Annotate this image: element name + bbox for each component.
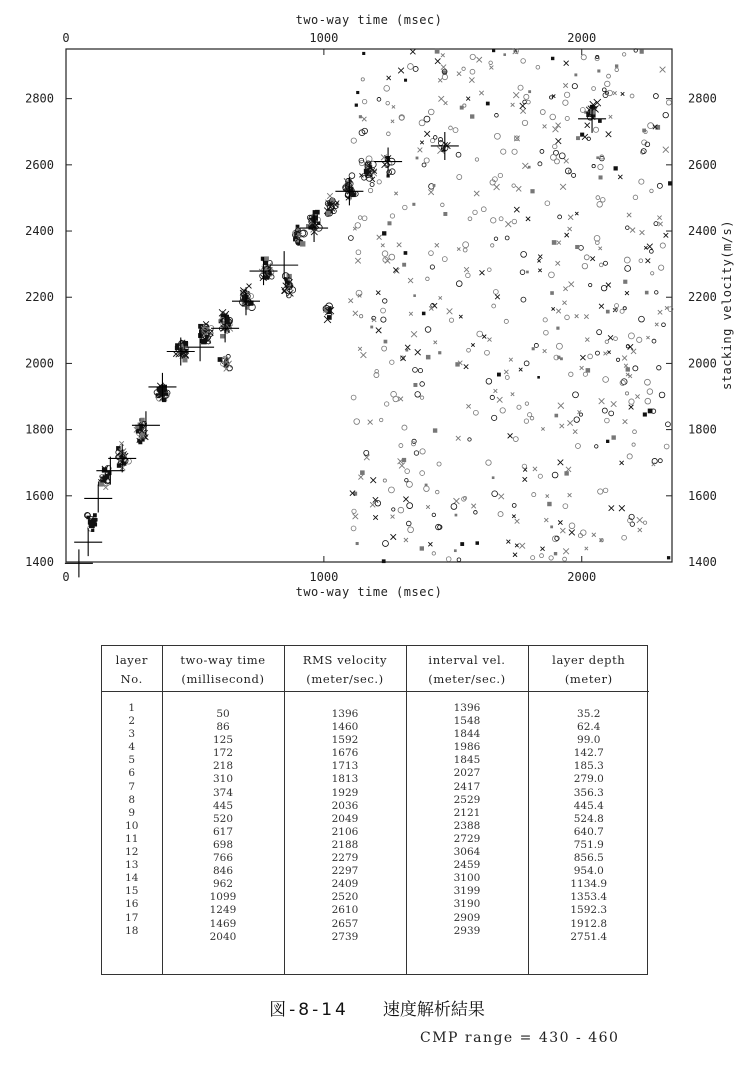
table-cell: 356.3 — [573, 786, 604, 799]
scatter-point — [554, 552, 557, 555]
scatter-point — [328, 310, 332, 314]
table-cell: 2909 — [453, 911, 481, 924]
y-tick-label-right: 1400 — [688, 555, 717, 569]
table-cell: 1929 — [331, 786, 359, 799]
header-layer-no: layer No. — [102, 646, 162, 692]
table-cell: 2121 — [453, 806, 481, 819]
scatter-point — [475, 541, 479, 545]
scatter-point — [606, 440, 609, 443]
table-cell: 99.0 — [577, 734, 601, 747]
header-two-way-time: two-way time (millisecond) — [162, 646, 284, 692]
table-cell: 1912.8 — [570, 917, 608, 930]
interval-vel-column — [408, 702, 527, 938]
table-cell: 1986 — [453, 741, 481, 754]
scatter-point — [220, 334, 224, 338]
y-tick-label-left: 2400 — [25, 224, 54, 239]
scatter-point — [460, 542, 464, 546]
header-layer-depth: layer depth (meter) — [528, 646, 649, 692]
scatter-point — [413, 383, 417, 387]
scatter-point — [105, 474, 110, 479]
table-cell: 698 — [212, 838, 234, 851]
table-cell: 2751.4 — [570, 930, 608, 943]
table-cell: 445.4 — [573, 799, 604, 812]
table-cell: 962 — [212, 878, 234, 891]
scatter-point — [300, 241, 305, 246]
table-cell: 3064 — [453, 846, 481, 859]
scatter-point — [667, 556, 670, 559]
scatter-point — [552, 240, 557, 245]
table-cell: 310 — [212, 773, 234, 786]
x-tick-label-top: 1000 — [309, 31, 339, 45]
table-cell: 9 — [128, 806, 136, 819]
table-cell: 2459 — [453, 859, 481, 872]
table-cell: 218 — [212, 760, 234, 773]
table-cell: 86 — [216, 721, 230, 734]
table-cell: 2729 — [453, 832, 481, 845]
y-tick-label-right: 1600 — [688, 488, 717, 503]
table-cell: 12 — [125, 846, 139, 859]
table-cell: 1 — [128, 702, 136, 714]
layer-depth-column — [530, 702, 649, 944]
scatter-point — [528, 166, 531, 169]
table-cell: 2739 — [331, 930, 359, 943]
table-cell: 1676 — [331, 747, 359, 760]
y-tick-label-left: 2800 — [25, 91, 54, 106]
scatter-point — [402, 458, 406, 462]
table-cell: 766 — [212, 852, 234, 865]
scatter-point — [404, 79, 407, 82]
scatter-point — [492, 476, 495, 479]
layer-table — [101, 645, 648, 975]
scatter-point — [626, 367, 630, 371]
scatter-point — [455, 362, 459, 366]
scatter-point — [597, 69, 600, 72]
table-cell: 1396 — [331, 708, 359, 720]
scatter-point — [317, 222, 321, 226]
scatter-point — [606, 310, 610, 314]
scatter-point — [455, 514, 458, 517]
table-cell: 2529 — [453, 793, 481, 806]
scatter-point — [225, 318, 230, 323]
table-cell: 2657 — [331, 917, 359, 930]
y-tick-label-right: 2000 — [688, 356, 717, 371]
x-axis-title-top: two-way time (msec) — [295, 13, 443, 27]
table-cell: 1134.9 — [570, 878, 608, 891]
scatter-point — [556, 327, 559, 330]
scatter-point — [326, 211, 331, 216]
scatter-point — [643, 412, 647, 416]
y-tick-label-right: 2600 — [688, 157, 717, 172]
table-cell: 35.2 — [577, 708, 601, 720]
table-cell: 3 — [128, 728, 136, 741]
y-tick-label-left: 1800 — [25, 422, 54, 437]
table-cell: 1469 — [209, 917, 237, 930]
scatter-point — [362, 52, 365, 55]
table-cell: 1396 — [453, 702, 481, 714]
scatter-point — [460, 106, 464, 110]
scatter-point — [426, 355, 431, 360]
table-cell: 50 — [216, 708, 230, 720]
x-tick-label-top: 0 — [62, 31, 70, 45]
table-cell: 2040 — [209, 930, 237, 943]
table-cell: 2939 — [453, 924, 481, 937]
x-axis-title-bottom: two-way time (msec) — [295, 585, 443, 599]
scatter-point — [532, 347, 535, 350]
table-cell: 10 — [125, 819, 139, 832]
scatter-point — [470, 114, 474, 118]
table-cell: 11 — [125, 832, 139, 845]
table-cell: 640.7 — [573, 825, 604, 838]
scatter-point — [530, 189, 534, 193]
scatter-point — [264, 256, 269, 261]
scatter-point — [355, 104, 358, 107]
scatter-point — [611, 435, 615, 439]
table-cell: 15 — [125, 885, 139, 898]
scatter-point — [382, 231, 386, 235]
scatter-point — [404, 251, 408, 255]
y-tick-label-left: 2200 — [25, 290, 54, 305]
figure-title: 速度解析結果 — [382, 1000, 485, 1020]
table-cell: 1592 — [331, 734, 359, 747]
x-tick-label-bottom: 1000 — [309, 570, 339, 584]
scatter-point — [443, 212, 447, 216]
table-cell: 16 — [125, 898, 139, 911]
scatter-point — [387, 221, 391, 225]
table-cell: 6 — [128, 767, 136, 780]
plot-frame — [66, 49, 672, 562]
table-cell: 1548 — [453, 715, 481, 728]
cmp-range: CMP range = 430 - 460 — [420, 1030, 620, 1046]
scatter-point — [384, 340, 388, 344]
table-cell: 1460 — [331, 721, 359, 734]
table-cell: 1845 — [453, 754, 481, 767]
scatter-point — [412, 203, 415, 206]
scatter-point — [586, 368, 590, 372]
scatter-point — [356, 91, 359, 94]
scatter-point — [526, 271, 529, 274]
scatter-point — [555, 414, 559, 418]
scatter-point — [356, 542, 359, 545]
table-cell: 374 — [212, 786, 234, 799]
scatter-point — [364, 169, 370, 175]
scatter-point — [547, 502, 551, 506]
y-tick-label-left: 2000 — [25, 356, 54, 371]
table-cell: 617 — [212, 825, 234, 838]
y-tick-label-left: 2600 — [25, 157, 54, 172]
table-cell: 1844 — [453, 728, 481, 741]
header-rms-velocity: RMS velocity (meter/sec.) — [284, 646, 406, 692]
table-cell: 2106 — [331, 825, 359, 838]
scatter-point — [596, 156, 599, 159]
table-cell: 445 — [212, 799, 234, 812]
scatter-point — [550, 291, 554, 295]
scatter-point — [575, 245, 579, 249]
header-interval-vel: interval vel. (meter/sec.) — [406, 646, 528, 692]
scatter-point — [327, 315, 332, 320]
scatter-point — [422, 312, 426, 316]
table-cell: 3190 — [453, 898, 481, 911]
scatter-point — [382, 559, 386, 563]
table-cell: 18 — [125, 924, 139, 937]
x-tick-label-bottom: 0 — [62, 570, 70, 584]
table-cell: 2409 — [331, 878, 359, 891]
scatter-point — [433, 184, 436, 187]
table-cell: 2610 — [331, 904, 359, 917]
table-cell: 2036 — [331, 799, 359, 812]
scatter-point — [486, 102, 490, 106]
table-cell: 954.0 — [573, 865, 604, 878]
table-cell: 4 — [128, 741, 136, 754]
table-cell: 751.9 — [573, 838, 604, 851]
y-tick-label-right: 1800 — [688, 422, 717, 437]
y-tick-label-left: 1400 — [25, 555, 54, 569]
table-cell: 279.0 — [573, 773, 604, 786]
scatter-point — [599, 175, 603, 179]
scatter-point — [402, 263, 406, 267]
x-tick-label-top: 2000 — [567, 31, 597, 45]
scatter-point — [537, 376, 540, 379]
table-cell: 172 — [212, 747, 234, 760]
scatter-point — [438, 351, 441, 354]
table-cell: 1249 — [209, 904, 237, 917]
scatter-point — [406, 349, 409, 352]
scatter-point — [614, 166, 618, 170]
scatter-point — [503, 53, 506, 56]
scatter-point — [576, 136, 580, 140]
scatter-point — [598, 119, 602, 123]
scatter-point — [350, 191, 354, 195]
scatter-point — [218, 357, 223, 362]
table-cell: 2049 — [331, 812, 359, 825]
table-cell: 17 — [125, 911, 139, 924]
table-cell: 1099 — [209, 891, 237, 904]
scatter-point — [492, 49, 495, 52]
scatter-point — [574, 73, 577, 76]
y-tick-label-left: 1600 — [25, 488, 54, 503]
scatter-point — [560, 357, 563, 360]
table-cell: 8 — [128, 793, 136, 806]
scatter-point — [433, 428, 437, 432]
scatter-point — [528, 90, 531, 93]
scatter-point — [420, 546, 424, 550]
table-cell: 2027 — [453, 767, 481, 780]
y-tick-label-right: 2800 — [688, 91, 717, 106]
table-cell: 3100 — [453, 872, 481, 885]
x-tick-label-bottom: 2000 — [567, 570, 597, 584]
scatter-point — [640, 50, 644, 54]
scatter-point — [454, 549, 457, 552]
table-cell: 2520 — [331, 891, 359, 904]
rms-velocity-column — [286, 702, 405, 944]
y-axis-title: stacking velocity(m/s) — [720, 220, 734, 390]
table-cell: 1592.3 — [570, 904, 608, 917]
table-cell: 14 — [125, 872, 139, 885]
table-cell: 2417 — [453, 780, 481, 793]
scatter-point — [413, 294, 416, 297]
scatter-point — [435, 49, 440, 54]
scatter-point — [315, 210, 320, 215]
scatter-point — [89, 522, 95, 528]
table-cell: 142.7 — [573, 747, 604, 760]
scatter-point — [264, 261, 268, 265]
table-cell: 13 — [125, 859, 139, 872]
table-cell: 62.4 — [577, 721, 601, 734]
scatter-point — [93, 513, 97, 517]
table-cell: 3199 — [453, 885, 481, 898]
table-cell: 2297 — [331, 865, 359, 878]
table-cell: 846 — [212, 865, 234, 878]
scatter-point — [550, 525, 553, 528]
table-cell: 524.8 — [573, 812, 604, 825]
table-cell: 185.3 — [573, 760, 604, 773]
table-cell: 7 — [128, 780, 136, 793]
scatter-point — [551, 57, 554, 60]
scatter-point — [668, 181, 672, 185]
two-way-time-column — [164, 702, 283, 944]
scatter-point — [359, 115, 362, 118]
scatter-point — [360, 470, 365, 475]
table-cell: 520 — [212, 812, 234, 825]
table-cell: 2279 — [331, 852, 359, 865]
scatter-point — [370, 326, 373, 329]
table-cell: 1813 — [331, 773, 359, 786]
table-cell: 1353.4 — [570, 891, 608, 904]
table-cell: 5 — [128, 754, 136, 767]
table-cell: 125 — [212, 734, 234, 747]
scatter-point — [564, 471, 568, 475]
table-cell: 2388 — [453, 819, 481, 832]
scatter-point — [416, 157, 419, 160]
scatter-point — [497, 373, 501, 377]
table-cell: 2188 — [331, 838, 359, 851]
layer-no-column — [103, 702, 161, 938]
scatter-point — [645, 291, 649, 295]
scatter-point — [615, 64, 618, 67]
figure-caption — [0, 995, 754, 1020]
y-tick-label-right: 2400 — [688, 224, 717, 239]
y-tick-label-right: 2200 — [688, 290, 717, 305]
table-cell: 1713 — [331, 760, 359, 773]
scatter-point — [623, 280, 627, 284]
figure-number: 図-8-14 — [269, 1000, 349, 1020]
scatter-point — [91, 529, 94, 532]
table-cell: 2 — [128, 715, 136, 728]
scatter-point — [205, 335, 209, 339]
scatter-point — [141, 438, 144, 441]
table-cell: 856.5 — [573, 852, 604, 865]
